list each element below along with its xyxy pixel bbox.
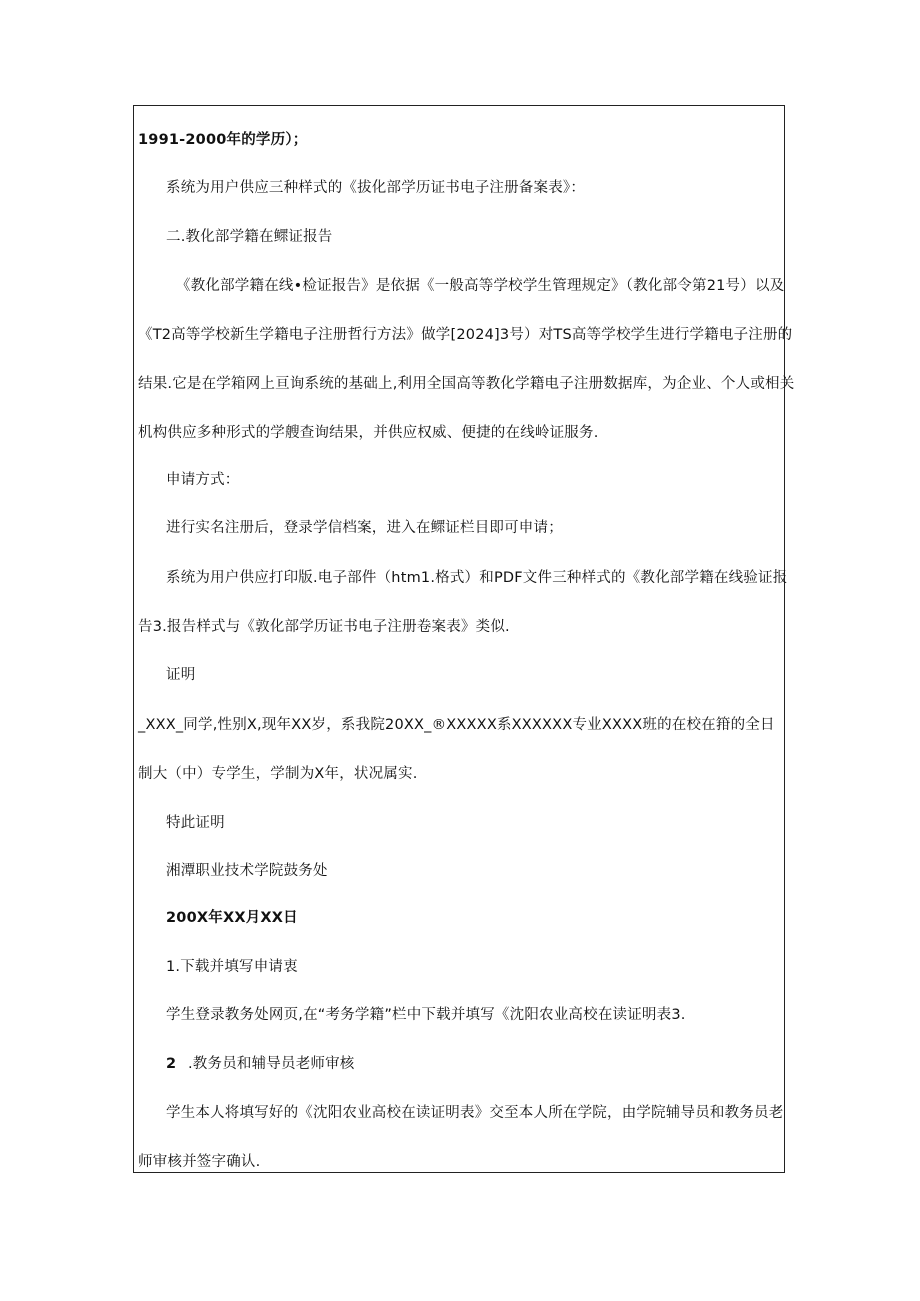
text-line: 结果.它是在学箱网上亘询系统的基础上,利用全国高等教化学籍电子注册数据库，为企业、个人或相关 (138, 376, 795, 392)
section-heading: 二.教化部学籍在鳏证报告 (166, 229, 333, 245)
step-heading: 1.下载并填写申请衷 (166, 959, 298, 975)
certificate-title: 证明 (166, 667, 196, 683)
text-line: 学生本人将填写好的《沈阳农业高校在读证明表》交至本人所在学院，由学院辅导员和教务员老 (166, 1105, 784, 1121)
text-line: 特此证明 (166, 815, 225, 831)
step-number: 2 (166, 1056, 177, 1072)
text-line: 师审核并签字确认. (138, 1154, 261, 1170)
text-line: 制大（中）专学生，学制为X年，状况属实. (138, 766, 418, 782)
text-line: 系统为用户供应打印版.电子部件（htm1.格式）和PDF文件三种样式的《教化部学籍在线验证报 (166, 570, 788, 586)
step-heading: .教务员和辅导员老师审核 (188, 1056, 355, 1072)
text-line: 系统为用户供应三种样式的《拔化部学历证书电子注册备案表》： (166, 180, 586, 196)
text-line: _XXX_同学,性别X,现年XX岁，系我院20XX_®XXXXX系XXXXXX专业XXXX班的在校在箝的全日 (138, 717, 775, 733)
issue-date: 200X年XX月XX日 (166, 910, 298, 926)
text-line: 《T2高等学校新生学籍电子注册哲行方法》做学[2024]3号）对TS高等学校学生进行学籍电子注册的 (138, 327, 793, 343)
text-line: 1991-2000年的学历）； (138, 132, 308, 148)
text-line: 《教化部学籍在线•检证报告》是依据《一般高等学校学生管理规定》（教化部令第21号）以及 (176, 278, 785, 294)
text-line: 申请方式： (166, 472, 240, 488)
text-line: 机构供应多种形式的学艘查询结果，并供应权威、便捷的在线岭证服务. (138, 425, 599, 441)
text-line: 学生登录教务处网页,在“考务学籍”栏中下载并填写《沈阳农业高校在读证明表3. (166, 1007, 686, 1023)
issuer-name: 湘潭职业技术学院鼓务处 (166, 863, 328, 879)
text-line: 进行实名注册后，登录学信档案，进入在鳏证栏目即可申请； (166, 520, 563, 536)
text-line: 告3.报告样式与《敦化部学历证书电子注册卷案表》类似. (138, 619, 510, 635)
